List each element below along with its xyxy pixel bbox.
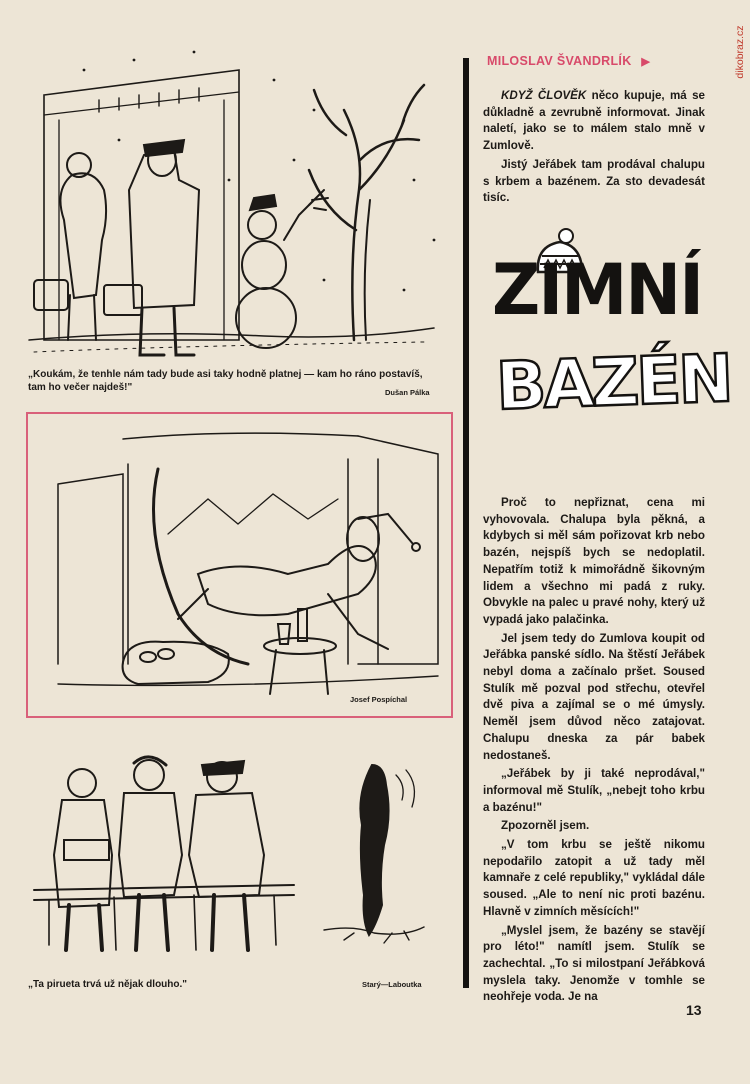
body-paragraph-5: „V tom krbu se ještě nikomu nepodařilo zatopit a už tady měl kamnaře z celé republiky," vykládal dále soused. „Ale to není nic proti bazénu. Hlavně v zimních měsících!" bbox=[483, 838, 705, 918]
arrow-icon: ▶ bbox=[641, 56, 651, 68]
cartoon-1-author: Dušan Pálka bbox=[385, 388, 430, 397]
watermark-text: dikobraz.cz bbox=[734, 25, 746, 79]
cartoon-2-frame bbox=[26, 412, 453, 718]
body-paragraph-1: Proč to nepřiznat, cena mi vyhovovala. Chalupa byla pěkná, a kdybych si měl sám pořizovat krb nebo bazén, nejspíš bych se nedoplatil. Nepatřím totiž k mimořádně šikovným lidem a všechno mi padá z ruky. Obvykle na palec u pravé nohy, který už vypadá jako palačinka. bbox=[483, 496, 705, 626]
cartoon-3-author: Starý—Laboutka bbox=[362, 980, 422, 989]
cartoon-3-caption: „Ta pirueta trvá už nějak dlouho." bbox=[28, 979, 188, 990]
cartoon-skier bbox=[28, 414, 450, 714]
title-line-1: ZIMNÍ bbox=[492, 249, 703, 331]
watermark bbox=[731, 10, 748, 98]
article-body bbox=[483, 495, 705, 1008]
intro-lead: KDYŽ ČLOVĚK bbox=[501, 89, 587, 102]
cartoon-2-author: Josef Pospíchal bbox=[350, 695, 408, 704]
cartoon-snowman bbox=[24, 40, 454, 365]
intro-paragraph-2: Jistý Jeřábek tam prodával chalupu s krbem a bazénem. Za sto devadesát tisíc. bbox=[483, 157, 705, 205]
column-divider bbox=[463, 58, 469, 988]
body-paragraph-2: Jel jsem tedy do Zumlova koupit od Jeřábka panské sídlo. Na štěstí Jeřábek nebyl doma a začínalo pršet. Soused Stulík mě pozval pod střechu, otevřel dvě piva a zajímal se o mé úmysly. Neměl jsem důvod něco zatajovat. Chalupu dneska za pár babek nedostaneš. bbox=[483, 631, 705, 762]
cartoon-pirouette bbox=[24, 745, 454, 970]
article-author bbox=[487, 54, 650, 68]
body-paragraph-4: Zpozorněl jsem. bbox=[501, 819, 590, 833]
article-title bbox=[490, 228, 732, 458]
page-number: 13 bbox=[686, 1002, 702, 1018]
intro-rest: něco kupuje, má se důkladně a zevrubně informovat. Jinak naletí, jako se to málem stalo mně v Zumlově. bbox=[483, 89, 706, 153]
intro-paragraph-1 bbox=[483, 88, 705, 155]
cartoon-1-caption: „Koukám, že tenhle nám tady bude asi taky hodně platnej — kam ho ráno postavíš, tam ho večer najdeš!" bbox=[28, 369, 423, 393]
body-paragraph-3: „Jeřábek by ji také neprodával," informoval mě Stulík, „nebejt toho krbu a bazénu!" bbox=[483, 767, 705, 814]
title-line-2: BAZÉN bbox=[494, 339, 732, 426]
body-paragraph-6: „Myslel jsem, že bazény se stavějí pro léto!" namítl jsem. Stulík se zachechtal. „To si milostpaní Jeřábková myslela taky. Jenomže v tomhle se neohřeje voda. Je na bbox=[483, 923, 705, 1004]
article-intro bbox=[483, 88, 705, 209]
author-name: MILOSLAV ŠVANDRLÍK bbox=[487, 54, 632, 68]
